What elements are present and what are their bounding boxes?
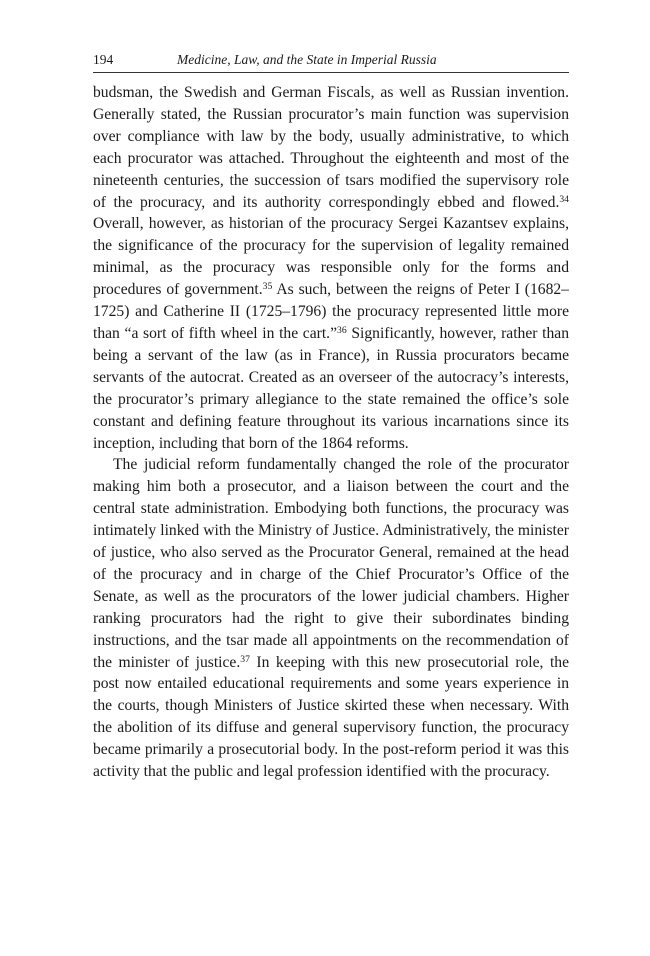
running-header <box>93 50 569 73</box>
footnote-ref: 36 <box>337 325 347 337</box>
text-segment: Significantly, however, rather than being a servant of the law (as in France), in Russia procurators became servants of the autocrat. Created as an overseer of the autocracy’s interests, the procurator’s primary allegiance to the state remained the office’s sole constant and defining feature throughout its various incarnations since its inception, including that born of the 1864 reforms. <box>93 324 569 452</box>
footnote-ref: 37 <box>240 653 250 665</box>
text-segment: Overall, however, as historian of the procuracy Sergei Kazantsev explains, the significance of the procuracy for the supervision of legality remained minimal, as the procuracy was responsible only for the forms and procedures of government. <box>93 215 569 299</box>
page-number: 194 <box>93 52 114 67</box>
text-segment: In keeping with this new prosecutorial role, the post now entailed educational requirements and some years experience in the courts, though Ministers of Justice skirted these when necessary. With the abolition of its diffuse and general supervisory function, the procuracy became primarily a prosecutorial body. In the post-reform period it was this activity that the public and legal profession identified with the procuracy. <box>93 653 569 781</box>
body-text <box>93 82 569 783</box>
running-title: Medicine, Law, and the State in Imperial Russia <box>177 52 437 67</box>
footnote-ref: 35 <box>262 281 273 293</box>
book-page <box>93 50 569 783</box>
text-segment: budsman, the Swedish and German Fiscals, as well as Russian invention. Generally stated, the Russian procurator’s main function was supervision over compliance with law by the body, usually administrative, to which each procurator was attached. Throughout the eighteenth and most of the nineteenth centuries, the succession of tsars modified the supervisory role of the procuracy, and its authority correspondingly ebbed and flowed. <box>93 84 569 211</box>
footnote-ref: 34 <box>559 193 569 205</box>
paragraph <box>93 454 569 783</box>
text-segment: The judicial reform fundamentally changed the role of the procurator making him both a prosecutor, and a liaison between the court and the central state administration. Embodying both functions, the procuracy was intimately linked with the Ministry of Justice. Administratively, the minister of justice, who also served as the Procurator General, remained at the head of the procuracy and in charge of the Chief Procurator’s Office of the Senate, as well as the procurators of the lower judicial chambers. Higher ranking procurators had the right to give their subordinates binding instructions, and the tsar made all appointments on the recommendation of the minister of justice. <box>93 456 569 671</box>
text-segment: As such, between the reigns of Peter I (1682–1725) and Catherine II (1725–1796) the procuracy represented little more than “a sort of fifth wheel in the cart.” <box>93 281 569 342</box>
paragraph <box>93 82 569 454</box>
